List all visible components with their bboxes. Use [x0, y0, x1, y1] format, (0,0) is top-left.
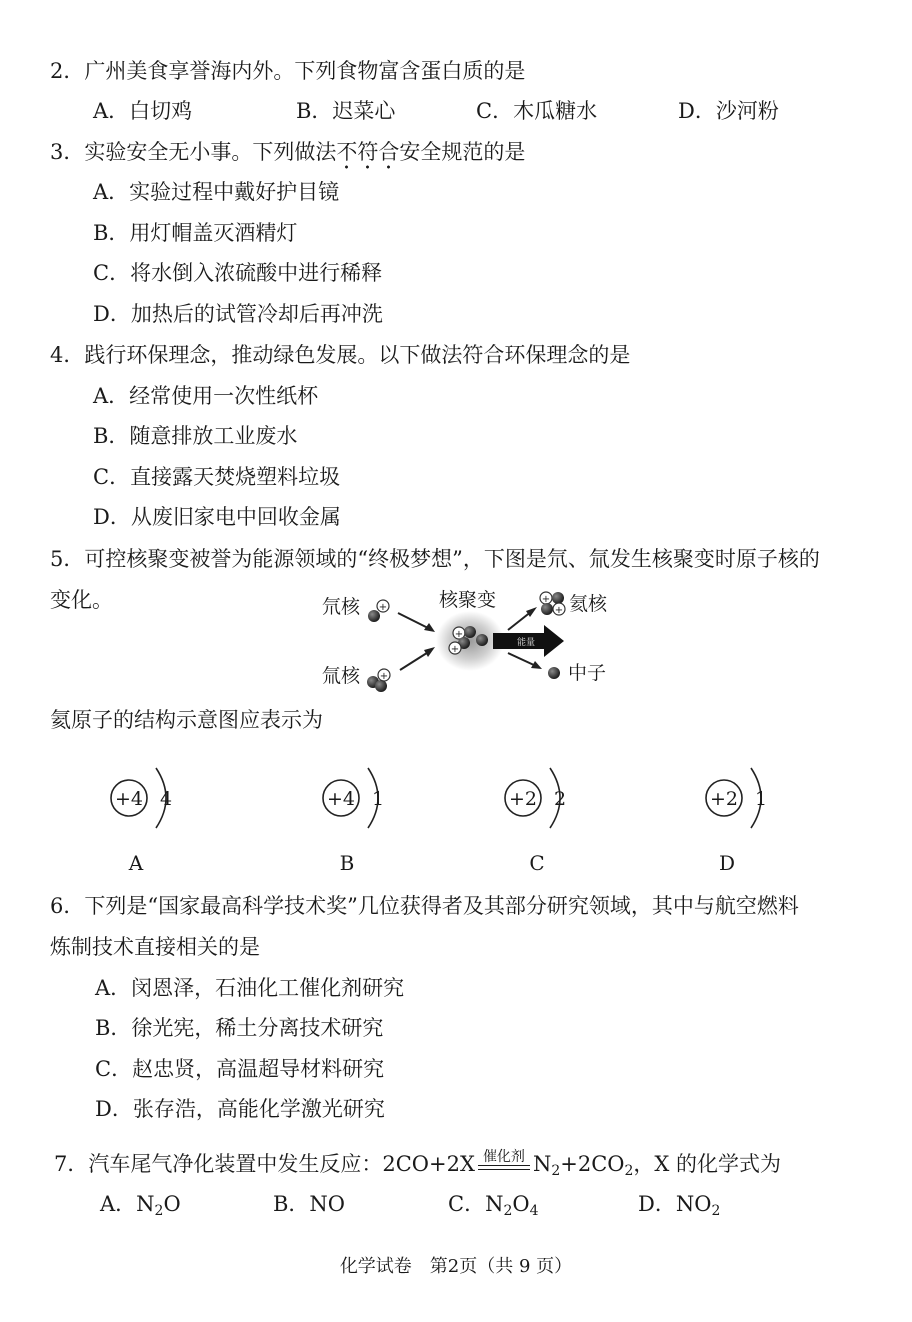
q3-stem [50, 138, 525, 166]
q5-choice-c-nucleus: +2 [508, 788, 538, 810]
q5-prompt: 氦原子的结构示意图应表示为 [50, 708, 323, 732]
q7-option-b[interactable] [273, 1190, 345, 1218]
q7-product-co-sub: 2 [624, 1163, 634, 1179]
q5-choice-b-nucleus: +4 [326, 788, 356, 810]
q7-option-c-sub: 2 [503, 1203, 513, 1219]
q4-option-a[interactable]: A．经常使用一次性纸杯 [93, 384, 319, 408]
q5-choice-d-diagram[interactable] [703, 760, 833, 840]
q7-option-c-tail: O [512, 1192, 530, 1216]
q2-option-d[interactable]: D．沙河粉 [678, 99, 779, 123]
q5-choice-c-electrons: 2 [553, 788, 567, 810]
q4-stem: 4．践行环保理念，推动绿色发展。以下做法符合环保理念的是 [50, 343, 631, 367]
fusion-graphic [318, 585, 628, 695]
q6-option-a[interactable]: A．闵恩泽，石油化工催化剂研究 [95, 976, 405, 1000]
q7-option-d-sub: 2 [711, 1203, 721, 1219]
q7-catalyst-arrow [475, 1150, 533, 1178]
svg-text:+: + [541, 594, 551, 605]
q6-stem-line2: 炼制技术直接相关的是 [50, 935, 260, 959]
helium-nucleus [540, 592, 565, 616]
q5-choice-a-electrons: 4 [159, 788, 173, 810]
q2-option-c[interactable]: C．木瓜糖水 [476, 99, 598, 123]
q5-choice-b-electrons: 1 [371, 788, 385, 810]
q5-choice-c-diagram[interactable] [502, 760, 632, 840]
q2-option-a[interactable]: A．白切鸡 [93, 99, 193, 123]
q7-option-c-label: C．N [448, 1192, 504, 1216]
fusion-label: 核聚变 [439, 589, 497, 611]
tritium-label: 氚核 [322, 665, 361, 687]
q5-choice-a-diagram[interactable] [108, 760, 238, 840]
q5-choice-b-letter: B [339, 851, 355, 875]
q7-option-d-label: D．NO [638, 1192, 712, 1216]
q7-stem-prefix: 7．汽车尾气净化装置中发生反应： [54, 1152, 383, 1176]
svg-text:+: + [454, 629, 464, 640]
q4-option-c[interactable]: C．直接露天焚烧塑料垃圾 [93, 465, 341, 489]
q7-product-n: N [532, 1152, 552, 1176]
q5-stem-line2: 变化。 [50, 588, 113, 612]
q7-stem [54, 1150, 781, 1178]
deuterium-label: 氘核 [322, 596, 361, 618]
q7-option-c[interactable] [448, 1190, 539, 1218]
q2-stem: 2．广州美食享誉海内外。下列食物富含蛋白质的是 [50, 59, 526, 83]
q4-option-b[interactable]: B．随意排放工业废水 [93, 424, 298, 448]
q7-option-a-sub: 2 [154, 1203, 164, 1219]
svg-text:+: + [379, 671, 389, 682]
q7-option-a-tail: O [163, 1192, 181, 1216]
q5-choice-b-diagram[interactable] [320, 760, 450, 840]
q5-choice-c-letter: C [529, 851, 545, 875]
q5-choice-d-electrons: 1 [754, 788, 768, 810]
q6-option-b[interactable]: B．徐光宪，稀土分离技术研究 [95, 1016, 384, 1040]
q6-option-c[interactable]: C．赵忠贤，高温超导材料研究 [95, 1057, 385, 1081]
deuterium-nucleus [368, 600, 389, 622]
q7-stem-suffix: ，X 的化学式为 [633, 1152, 782, 1176]
q7-product-n-sub: 2 [551, 1163, 561, 1179]
q3-option-d[interactable]: D．加热后的试管冷却后再冲洗 [93, 302, 383, 326]
q7-option-c-sub2: 4 [529, 1203, 539, 1219]
q5-choice-a-nucleus: +4 [114, 788, 144, 810]
q3-option-a[interactable]: A．实验过程中戴好护目镜 [93, 180, 340, 204]
q2-option-b[interactable]: B．迟菜心 [296, 99, 396, 123]
neutron-label: 中子 [568, 662, 607, 684]
q7-product-co: +2CO [560, 1152, 625, 1176]
energy-arrow-text: 能量 [516, 638, 536, 648]
q3-stem-before: 3．实验安全无小事。下列做法 [50, 140, 337, 164]
helium-label: 氦核 [569, 593, 608, 615]
svg-text:+: + [554, 605, 564, 616]
svg-text:+: + [378, 602, 388, 613]
q7-option-b-label: B．NO [273, 1192, 346, 1216]
page-footer: 化学试卷 第2页（共 9 页） [339, 1256, 573, 1277]
q7-reactants: 2CO+2X [382, 1152, 475, 1176]
neutron [548, 667, 560, 679]
q7-option-d[interactable] [638, 1190, 720, 1218]
q4-option-d[interactable]: D．从废旧家电中回收金属 [93, 505, 341, 529]
q3-stem-emphasis: 不符合 [336, 140, 399, 170]
tritium-nucleus [367, 669, 390, 692]
q5-stem-line1: 5．可控核聚变被誉为能源领域的“终极梦想”，下图是氘、氚发生核聚变时原子核的 [50, 547, 820, 571]
q3-option-c[interactable]: C．将水倒入浓硫酸中进行稀释 [93, 261, 383, 285]
q5-choice-d-letter: D [718, 851, 736, 875]
q6-stem-line1: 6．下列是“国家最高科学技术奖”几位获得者及其部分研究领域，其中与航空燃料 [50, 894, 799, 918]
q3-stem-after: 安全规范的是 [399, 140, 526, 164]
q7-catalyst: 催化剂 [482, 1149, 525, 1165]
q7-option-a-label: A．N [100, 1192, 155, 1216]
q5-choice-d-nucleus: +2 [709, 788, 739, 810]
q7-option-a[interactable] [100, 1190, 181, 1218]
q6-option-d[interactable]: D．张存浩，高能化学激光研究 [95, 1097, 385, 1121]
svg-text:+: + [450, 644, 460, 655]
fusion-diagram [318, 585, 628, 695]
q3-option-b[interactable]: B．用灯帽盖灭酒精灯 [93, 221, 298, 245]
q5-choice-a-letter: A [128, 851, 144, 875]
